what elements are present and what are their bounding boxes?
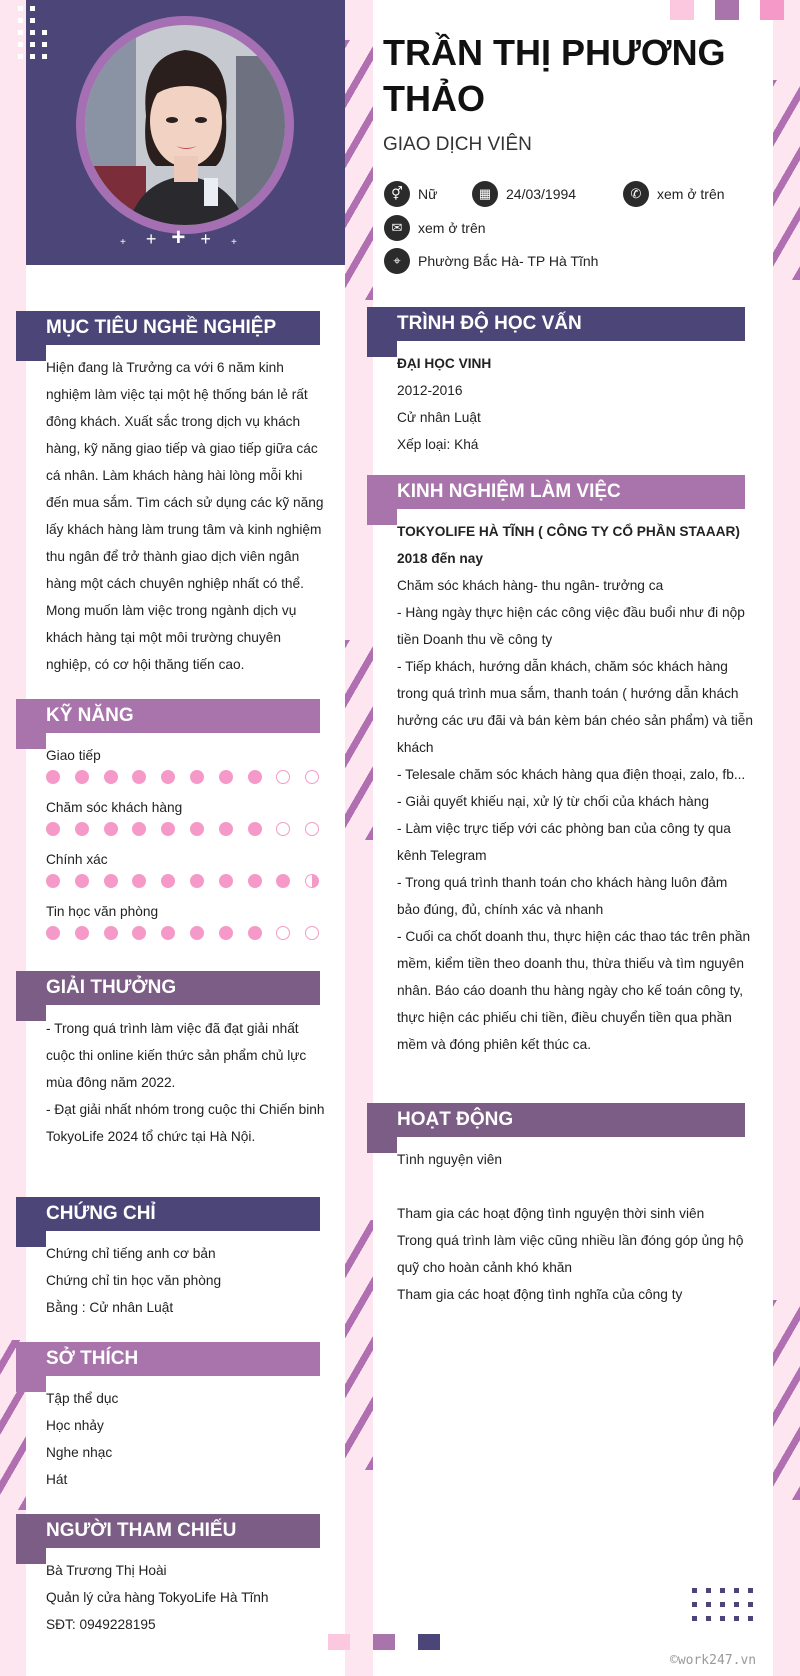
skill-dot: [75, 874, 89, 888]
skill-dot: [219, 822, 233, 836]
sparkle-decor: + + + + +: [120, 224, 237, 251]
school-name: ĐẠI HỌC VINH: [397, 356, 492, 371]
gender-value: Nữ: [418, 186, 438, 202]
grid-dots-top-left: [14, 4, 54, 60]
skill-rating: [46, 822, 326, 836]
skill-dot: [104, 874, 118, 888]
work-period: 2018 đến nay: [397, 551, 483, 566]
experience-heading: KINH NGHIỆM LÀM VIỆC: [367, 475, 745, 509]
right-stripe-decor-bottom: [773, 1300, 800, 1500]
hobbies-heading: SỞ THÍCH: [16, 1342, 320, 1376]
education-text: ĐẠI HỌC VINH 2012-2016 Cử nhân Luật Xếp loại: Khá: [397, 350, 757, 458]
objective-heading: MỤC TIÊU NGHỀ NGHIỆP: [16, 311, 320, 345]
skill-name: Chính xác: [46, 852, 108, 867]
skill-dot: [132, 822, 146, 836]
skill-dot: [104, 926, 118, 940]
skill-dot: [305, 926, 319, 940]
skill-dot: [276, 822, 290, 836]
skill-dot: [276, 874, 290, 888]
corner-square-hotpink: [760, 0, 784, 20]
skill-name: Giao tiếp: [46, 748, 101, 763]
gender-icon: ⚥: [384, 181, 410, 207]
skill-dot: [104, 822, 118, 836]
skill-dot: [190, 874, 204, 888]
skill-dot: [248, 874, 262, 888]
grid-dots-bottom-right: [690, 1586, 760, 1632]
skills-heading: KỸ NĂNG: [16, 699, 320, 733]
hobbies-text: Tập thể dục Học nhảy Nghe nhạc Hát: [46, 1391, 119, 1487]
bottom-square-purple: [373, 1634, 395, 1650]
skill-dot: [75, 770, 89, 784]
skill-dot: [46, 874, 60, 888]
mid-stripe-decor-top: [345, 40, 373, 300]
skill-dot: [132, 926, 146, 940]
skill-dot: [46, 822, 60, 836]
bottom-square-pink: [328, 1634, 350, 1650]
skill-dot: [132, 770, 146, 784]
skill-dot: [46, 926, 60, 940]
skill-dot: [190, 926, 204, 940]
skill-dot: [248, 770, 262, 784]
awards-text: - Trong quá trình làm việc đã đạt giải nhất cuộc thi online kiến thức sản phẩm chủ lực mùa đông năm 2022. - Đạt giải nhất nhóm trong cuộc thi Chiến binh TokyoLife 2024 tổ chức tại Hà Nội.: [46, 1021, 325, 1144]
skill-dot: [190, 770, 204, 784]
references-heading: NGƯỜI THAM CHIẾU: [16, 1514, 320, 1548]
awards-heading: GIẢI THƯỞNG: [16, 971, 320, 1005]
certificates-heading: CHỨNG CHỈ: [16, 1197, 320, 1231]
skill-dot: [132, 874, 146, 888]
skill-name: Tin học văn phòng: [46, 904, 159, 919]
activities-heading: HOẠT ĐỘNG: [367, 1103, 745, 1137]
skill-dot: [75, 822, 89, 836]
skill-dot: [161, 874, 175, 888]
bottom-square-navy: [418, 1634, 440, 1650]
skill-dot: [305, 822, 319, 836]
right-stripe-decor-top: [773, 80, 800, 280]
skill-dot: [248, 926, 262, 940]
skill-name: Chăm sóc khách hàng: [46, 800, 183, 815]
references-text: Bà Trương Thị Hoài Quản lý cửa hàng TokyoLife Hà Tĩnh SĐT: 0949228195: [46, 1563, 269, 1632]
corner-square-purple: [715, 0, 739, 20]
mid-stripe-decor-middle: [345, 640, 373, 840]
skill-dot: [161, 822, 175, 836]
portrait-photo: [76, 16, 294, 234]
skill-rating: [46, 770, 326, 784]
mid-stripe-decor-lower: [345, 1220, 373, 1470]
skill-dot: [305, 770, 319, 784]
candidate-name: TRẦN THỊ PHƯƠNG THẢO: [383, 32, 726, 119]
watermark: ©work247.vn: [670, 1653, 757, 1668]
birthday-value: 24/03/1994: [506, 186, 577, 202]
activities-text: Tình nguyện viên Tham gia các hoạt động tình nguyện thời sinh viên Trong quá trình làm việc cũng nhiều lần đóng góp ủng hộ quỹ cho hoàn cảnh khó khăn Tham gia các hoạt động tình nghĩa của công ty: [397, 1152, 744, 1302]
skill-dot: [75, 926, 89, 940]
skill-dot: [276, 926, 290, 940]
education-heading: TRÌNH ĐỘ HỌC VẤN: [367, 307, 745, 341]
address-value: Phường Bắc Hà- TP Hà Tĩnh: [418, 253, 599, 269]
skill-dot: [305, 874, 319, 888]
skill-dot: [161, 926, 175, 940]
skill-dot: [219, 926, 233, 940]
skill-dot: [46, 770, 60, 784]
certificates-text: Chứng chỉ tiếng anh cơ bản Chứng chỉ tin học văn phòng Bằng : Cử nhân Luật: [46, 1246, 222, 1315]
corner-square-pink: [670, 0, 694, 20]
skill-dot: [161, 770, 175, 784]
company-name: TOKYOLIFE HÀ TĨNH ( CÔNG TY CỔ PHẦN STAAAR): [397, 524, 740, 539]
skill-dot: [190, 822, 204, 836]
skill-dot: [219, 770, 233, 784]
job-title: GIAO DỊCH VIÊN: [383, 134, 532, 155]
skill-dot: [276, 770, 290, 784]
email-value: xem ở trên: [418, 220, 486, 236]
objective-text: Hiện đang là Trưởng ca với 6 năm kinh nghiệm làm việc tại một hệ thống bán lẻ rất đông khách. Xuất sắc trong dịch vụ khách hàng, kỹ năng giao tiếp và giao tiếp giữa các cá nhân. Làm khách hàng hài lòng mỗi khi đến mua sắm. Tìm cách sử dụng các kỹ năng lấy khách hàng làm trung tâm và kinh nghiệm thu ngân để trở thành giao dịch viên ngân hàng một cách chuyên nghiệp nhất có thể. Mong muốn làm việc trong ngành dịch vụ khách hàng tại một môi trường chuyên nghiệp, có cơ hội thăng tiến cao.: [46, 360, 324, 672]
calendar-icon: ▦: [472, 181, 498, 207]
email-icon: ✉: [384, 215, 410, 241]
phone-icon: ✆: [623, 181, 649, 207]
skill-dot: [248, 822, 262, 836]
skill-dot: [104, 770, 118, 784]
skill-rating: [46, 874, 326, 888]
skill-dot: [219, 874, 233, 888]
experience-text: TOKYOLIFE HÀ TĨNH ( CÔNG TY CỔ PHẦN STAAAR) 2018 đến nay Chăm sóc khách hàng- thu ngân- trưởng ca - Hàng ngày thực hiện các công việc đầu buổi như đi nộp tiền Doanh thu về công ty - Tiếp khách, hướng dẫn khách, chăm sóc khách hàng trong quá trình mua sắm, thanh toán ( hướng dẫn khách hưởng các ưu đãi và bán kèm bán chéo sản phẩm) và tiễn khách - Telesale chăm sóc khách hàng qua điện thoại, zalo, fb... - Giải quyết khiếu nại, xử lý từ chối của khách hàng - Làm việc trực tiếp với các phòng ban của công ty qua kênh Telegram - Trong quá trình thanh toán cho khách hàng luôn đảm bảo đúng, đủ, chính xác và nhanh - Cuối ca chốt doanh thu, thực hiện các thao tác trên phần mềm, kiểm tiền theo doanh thu, thừa thiếu và tìm nguyên nhân. Báo cáo doanh thu hàng ngày cho kế toán công ty, thực hiện các phiếu chi tiền, điều chuyển tiền qua phần mềm và đóng phiên kết thúc ca.: [397, 518, 757, 1058]
location-icon: ⌖: [384, 248, 410, 274]
phone-value: xem ở trên: [657, 186, 725, 202]
skill-rating: [46, 926, 326, 940]
